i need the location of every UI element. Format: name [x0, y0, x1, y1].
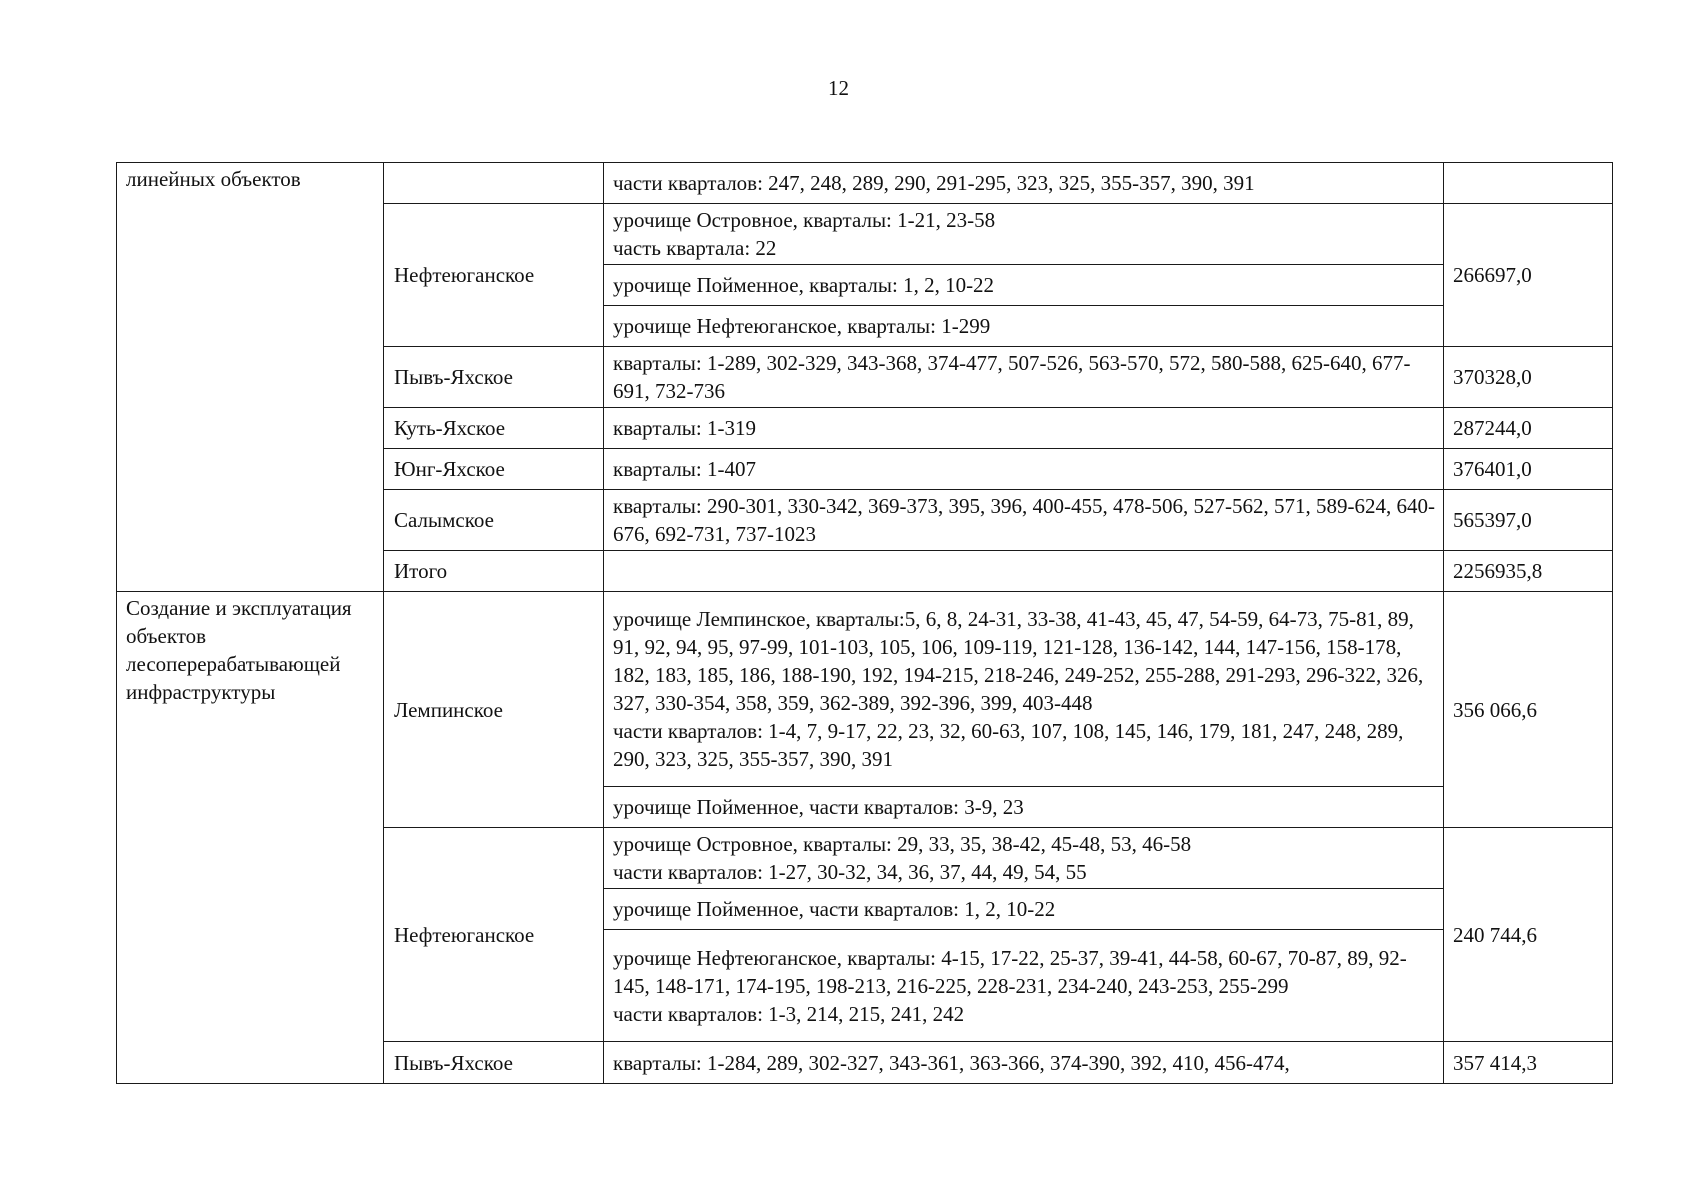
purpose-cell	[117, 592, 384, 1084]
table-row	[117, 592, 1613, 787]
area-value: 240 744,6	[1453, 922, 1537, 947]
area-cell	[1444, 204, 1613, 347]
desc-line: кварталы: 1-407	[613, 457, 756, 481]
desc-line: кварталы: 1-284, 289, 302-327, 343-361, 363-366, 374-390, 392, 410, 456-474,	[613, 1050, 1290, 1075]
desc-cell	[604, 449, 1444, 490]
district-text: Нефтеюганское	[394, 263, 535, 287]
desc-line: кварталы: 1-319	[613, 416, 756, 440]
district-cell	[384, 490, 604, 551]
purpose-text: Создание и эксплуатация объектов лесоперерабатывающей инфраструктуры	[126, 596, 352, 704]
desc-line: урочище Нефтеюганское, кварталы: 4-15, 17-22, 25-37, 39-41, 44-58, 60-67, 70-87, 89, 92-145, 148-171, 174-195, 198-213, 216-225, 228-231, 234-240, 243-253, 255-299	[613, 945, 1407, 998]
desc-cell	[604, 265, 1444, 306]
desc-cell	[604, 889, 1444, 930]
area-cell	[1444, 408, 1613, 449]
desc-line: части кварталов: 1-3, 214, 215, 241, 242	[613, 1001, 965, 1026]
desc-cell	[604, 551, 1444, 592]
desc-cell	[604, 204, 1444, 265]
table-row	[117, 163, 1613, 204]
purpose-text: линейных объектов	[126, 167, 301, 191]
desc-line: урочище Нефтеюганское, кварталы: 1-299	[613, 314, 991, 338]
desc-cell	[604, 592, 1444, 787]
district-cell	[384, 828, 604, 1042]
district-text: Итого	[394, 559, 448, 583]
desc-cell	[604, 1042, 1444, 1084]
area-value: 266697,0	[1453, 263, 1532, 287]
district-cell	[384, 204, 604, 347]
area-value: 376401,0	[1453, 457, 1532, 481]
desc-line: кварталы: 290-301, 330-342, 369-373, 395, 396, 400-455, 478-506, 527-562, 571, 589-624, 640-676, 692-731, 737-1023	[613, 494, 1435, 546]
desc-line: кварталы: 1-289, 302-329, 343-368, 374-477, 507-526, 563-570, 572, 580-588, 625-640, 677-691, 732-736	[613, 351, 1411, 403]
area-cell	[1444, 347, 1613, 408]
desc-line: части кварталов: 1-4, 7, 9-17, 22, 23, 32, 60-63, 107, 108, 145, 146, 179, 181, 247, 248, 289, 290, 323, 325, 355-357, 390, 391	[613, 719, 1404, 771]
desc-cell	[604, 787, 1444, 828]
page-number: 12	[828, 76, 849, 100]
district-text: Пывъ-Яхское	[394, 365, 513, 389]
area-cell	[1444, 828, 1613, 1042]
area-cell	[1444, 592, 1613, 828]
desc-cell	[604, 930, 1444, 1042]
desc-line: урочище Островное, кварталы: 29, 33, 35, 38-42, 45-48, 53, 46-58	[613, 832, 1192, 856]
desc-line: части кварталов: 247, 248, 289, 290, 291-295, 323, 325, 355-357, 390, 391	[613, 171, 1255, 195]
district-text: Пывъ-Яхское	[394, 1050, 513, 1075]
area-cell	[1444, 163, 1613, 204]
area-value: 370328,0	[1453, 365, 1532, 389]
area-value: 357 414,3	[1453, 1050, 1537, 1075]
desc-line: части кварталов: 1-27, 30-32, 34, 36, 37, 44, 49, 54, 55	[613, 860, 1087, 884]
district-cell	[384, 347, 604, 408]
desc-cell	[604, 828, 1444, 889]
area-cell	[1444, 551, 1613, 592]
desc-line: урочище Островное, кварталы: 1-21, 23-58	[613, 208, 996, 232]
area-cell	[1444, 490, 1613, 551]
desc-cell	[604, 347, 1444, 408]
desc-cell	[604, 490, 1444, 551]
desc-cell	[604, 163, 1444, 204]
area-value: 565397,0	[1453, 508, 1532, 532]
district-cell	[384, 592, 604, 828]
desc-line: часть квартала: 22	[613, 236, 777, 260]
desc-line: урочище Пойменное, части кварталов: 3-9, 23	[613, 795, 1024, 819]
district-cell	[384, 551, 604, 592]
area-cell	[1444, 1042, 1613, 1084]
district-text: Лемпинское	[394, 697, 503, 722]
district-cell	[384, 163, 604, 204]
district-cell	[384, 408, 604, 449]
desc-cell	[604, 306, 1444, 347]
area-cell	[1444, 449, 1613, 490]
desc-line: урочище Пойменное, кварталы: 1, 2, 10-22	[613, 273, 995, 297]
desc-cell	[604, 408, 1444, 449]
district-cell	[384, 1042, 604, 1084]
district-text: Нефтеюганское	[394, 922, 535, 947]
district-text: Салымское	[394, 508, 494, 532]
desc-line: урочище Лемпинское, кварталы:5, 6, 8, 24-31, 33-38, 41-43, 45, 47, 54-59, 64-73, 75-81, 89, 91, 92, 94, 95, 97-99, 101-103, 105, 106, 109-119, 121-128, 136-142, 144, 147-156, 158-178, 182, 183, 185, 186, 188-190, 192, 194-215, 218-246, 249-252, 255-288, 291-293, 296-322, 326, 327, 330-354, 358, 359, 362-389, 392-396, 399, 403-448	[613, 607, 1424, 715]
purpose-cell	[117, 163, 384, 592]
district-text: Куть-Яхское	[394, 416, 506, 440]
area-value: 287244,0	[1453, 416, 1532, 440]
forest-areas-table	[116, 162, 1613, 1084]
area-value: 356 066,6	[1453, 697, 1537, 722]
district-cell	[384, 449, 604, 490]
area-value: 2256935,8	[1453, 559, 1543, 583]
desc-line: урочище Пойменное, части кварталов: 1, 2, 10-22	[613, 897, 1056, 921]
district-text: Юнг-Яхское	[394, 457, 505, 481]
